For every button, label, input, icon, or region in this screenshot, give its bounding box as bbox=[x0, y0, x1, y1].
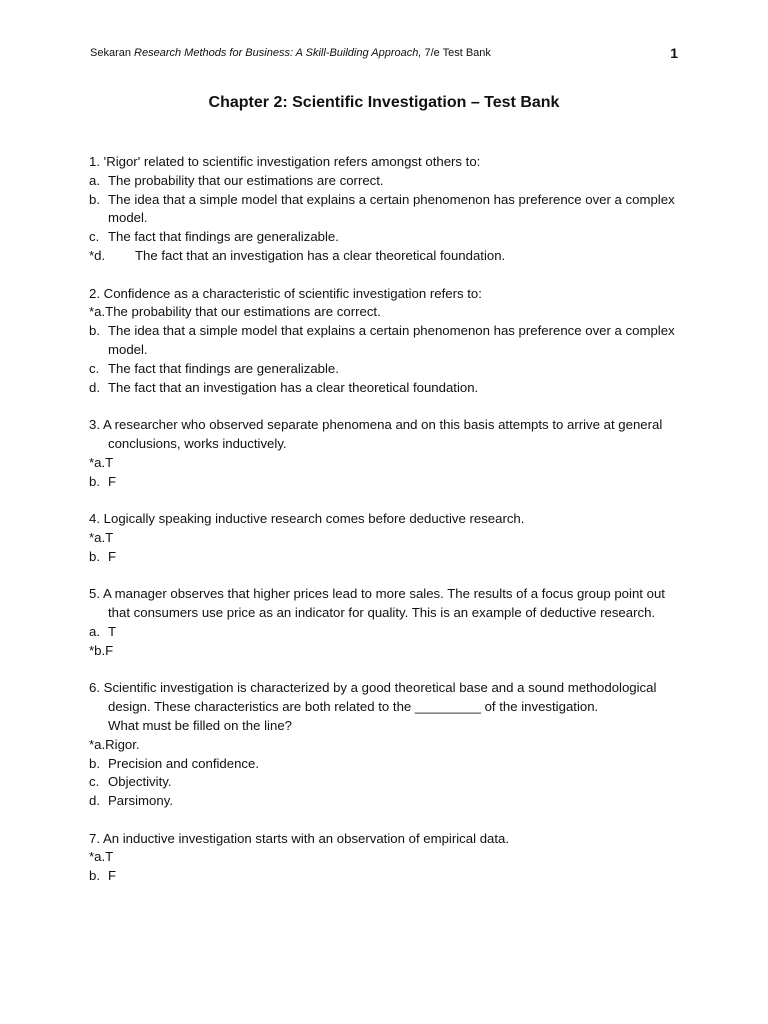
page-number: 1 bbox=[670, 45, 678, 61]
question-text: A manager observes that higher prices lead to more sales. The results of a focus group point out that consumers use price as an indicator for quality. This is an example of deductive research. bbox=[102, 586, 665, 621]
question-text: Logically speaking inductive research comes before deductive research. bbox=[103, 511, 525, 527]
question-4 bbox=[89, 510, 679, 566]
option-text: F bbox=[108, 473, 117, 489]
answer-option bbox=[89, 303, 679, 322]
option-text: F bbox=[105, 642, 114, 658]
option-letter: c. bbox=[89, 360, 100, 376]
question-stem bbox=[89, 830, 679, 849]
answer-option bbox=[89, 454, 679, 473]
question-text: Confidence as a characteristic of scientific investigation refers to: bbox=[103, 285, 482, 301]
answer-option bbox=[89, 773, 679, 792]
option-letter: *d. bbox=[89, 247, 106, 263]
question-number: 4. bbox=[89, 511, 100, 527]
question-number: 2. bbox=[89, 285, 100, 301]
question-stem bbox=[89, 679, 679, 717]
question-number: 7. bbox=[89, 830, 100, 846]
option-text: The fact that findings are generalizable. bbox=[108, 229, 339, 245]
option-letter: c. bbox=[89, 774, 100, 790]
question-text: A researcher who observed separate phenomena and on this basis attempts to arrive at general conclusions, works inductively. bbox=[102, 417, 663, 451]
option-letter: *a. bbox=[89, 849, 106, 865]
question-5 bbox=[89, 585, 679, 660]
question-2 bbox=[89, 285, 679, 398]
option-text: The fact that an investigation has a clear theoretical foundation. bbox=[108, 379, 479, 395]
question-text: Scientific investigation is characterized by a good theoretical base and a sound methodological design. These characteristics are both related to the _________ of the investigation. bbox=[103, 680, 657, 715]
answer-option bbox=[89, 548, 679, 567]
option-text: The probability that our estimations are correct. bbox=[108, 172, 384, 188]
answer-option bbox=[89, 792, 679, 811]
question-1 bbox=[89, 153, 679, 266]
answer-option bbox=[89, 848, 679, 867]
option-letter: *b. bbox=[89, 642, 106, 658]
option-letter: a. bbox=[89, 172, 100, 188]
answer-option bbox=[89, 247, 679, 266]
question-3 bbox=[89, 416, 679, 491]
answer-option bbox=[89, 642, 679, 661]
option-letter: c. bbox=[89, 229, 100, 245]
option-text: T bbox=[105, 454, 114, 470]
header-book-title: Research Methods for Business: A Skill-Building Approach, bbox=[134, 47, 422, 59]
answer-option bbox=[89, 736, 679, 755]
question-stem bbox=[89, 585, 679, 623]
option-letter: a. bbox=[89, 623, 100, 639]
question-number: 3. bbox=[89, 417, 100, 433]
option-text: Parsimony. bbox=[108, 793, 173, 809]
answer-option bbox=[89, 623, 679, 642]
question-text: An inductive investigation starts with an observation of empirical data. bbox=[102, 830, 510, 846]
option-letter: *a. bbox=[89, 529, 106, 545]
option-text: Objectivity. bbox=[108, 774, 172, 790]
question-stem bbox=[89, 510, 679, 529]
option-letter: b. bbox=[89, 473, 100, 489]
answer-option bbox=[89, 755, 679, 774]
question-instruction: What must be filled on the line? bbox=[108, 717, 292, 733]
option-text: Rigor. bbox=[105, 736, 140, 752]
option-letter: *a. bbox=[89, 454, 106, 470]
option-text: F bbox=[108, 868, 117, 884]
chapter-title: Chapter 2: Scientific Investigation – Test Bank bbox=[208, 94, 560, 111]
option-letter: b. bbox=[89, 868, 100, 884]
answer-option bbox=[89, 228, 679, 247]
option-text: The fact that findings are generalizable. bbox=[108, 360, 339, 376]
question-text: 'Rigor' related to scientific investigation refers amongst others to: bbox=[103, 154, 481, 169]
option-text: T bbox=[105, 849, 114, 865]
option-text: T bbox=[108, 623, 117, 639]
option-text: The fact that an investigation has a clear theoretical foundation. bbox=[135, 247, 506, 263]
option-text: T bbox=[105, 529, 114, 545]
option-letter: d. bbox=[89, 379, 100, 395]
option-letter: b. bbox=[89, 323, 100, 339]
question-6 bbox=[89, 679, 679, 811]
question-list bbox=[89, 153, 679, 905]
answer-option bbox=[89, 191, 679, 229]
option-letter: *a. bbox=[89, 736, 106, 752]
answer-option bbox=[89, 529, 679, 548]
question-number: 6. bbox=[89, 680, 100, 696]
question-number: 1. bbox=[89, 154, 100, 169]
option-letter: b. bbox=[89, 191, 100, 207]
answer-option bbox=[89, 473, 679, 492]
option-text: F bbox=[108, 548, 117, 564]
option-letter: d. bbox=[89, 793, 100, 809]
page-header bbox=[90, 47, 680, 65]
option-text: The idea that a simple model that explains a certain phenomenon has preference over a complex model. bbox=[108, 323, 675, 357]
answer-option bbox=[89, 172, 679, 191]
answer-option bbox=[89, 360, 679, 379]
option-letter: *a. bbox=[89, 304, 106, 320]
question-number: 5. bbox=[89, 586, 100, 602]
question-stem bbox=[89, 416, 679, 454]
option-letter: b. bbox=[89, 755, 100, 771]
header-author: Sekaran bbox=[90, 47, 135, 59]
answer-option bbox=[89, 322, 679, 360]
question-stem bbox=[89, 153, 679, 172]
option-text: The idea that a simple model that explains a certain phenomenon has preference over a complex model. bbox=[108, 191, 675, 226]
option-letter: b. bbox=[89, 548, 100, 564]
option-text: Precision and confidence. bbox=[108, 755, 260, 771]
answer-option bbox=[89, 867, 679, 886]
question-stem bbox=[89, 285, 679, 304]
question-7 bbox=[89, 830, 679, 886]
answer-option bbox=[89, 379, 679, 398]
header-edition: 7/e Test Bank bbox=[421, 47, 491, 59]
option-text: The probability that our estimations are correct. bbox=[105, 304, 381, 320]
